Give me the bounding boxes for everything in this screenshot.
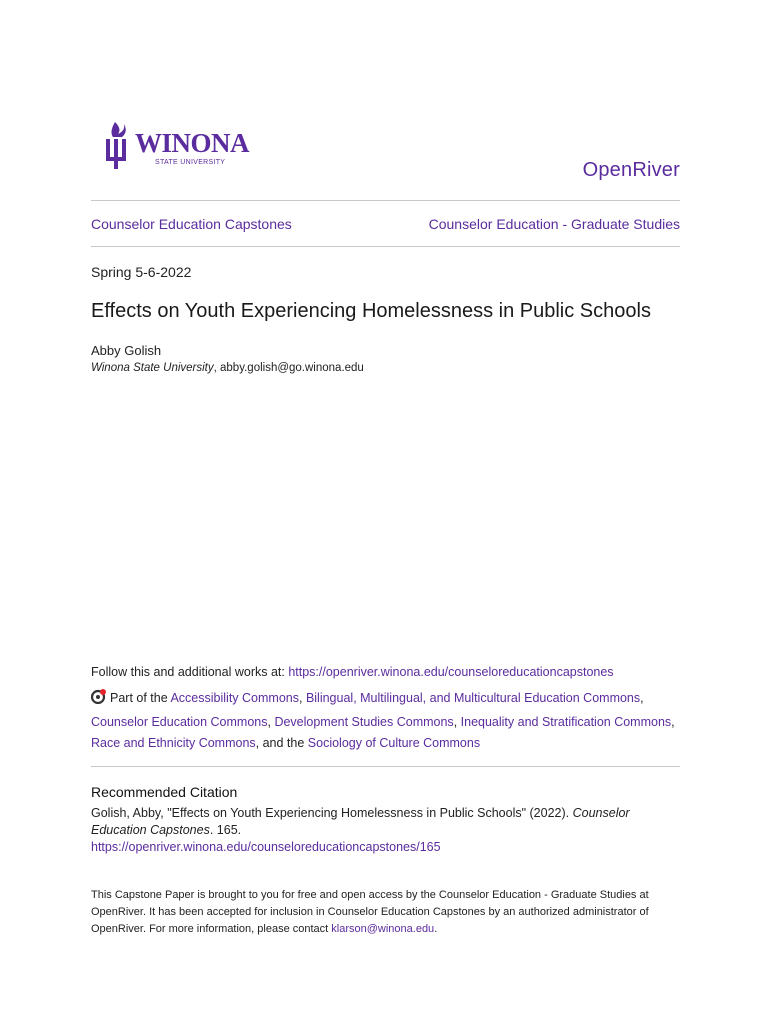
citation-text: Golish, Abby, "Effects on Youth Experiencing Homelessness in Public Schools" (2022). (91, 806, 573, 820)
separator: , and the (255, 736, 308, 750)
collection-url-link[interactable]: https://openriver.winona.edu/counseloreducationcapstones (288, 665, 614, 679)
separator: , (671, 714, 675, 729)
series-link[interactable]: Counselor Education Capstones (91, 216, 292, 232)
access-text: This Capstone Paper is brought to you for free and open access by the Counselor Education - Graduate Studies at OpenRiver. It has been accepted for inclusion in Counselor Education Capstones by an authorized administrator of OpenRiver. For more information, please contact (91, 889, 649, 935)
separator: , (640, 691, 644, 705)
disciplines-prefix: Part of the (110, 691, 171, 705)
citation-journal: Counselor Education Capstones (91, 806, 630, 837)
follow-line (91, 665, 614, 679)
department-link[interactable]: Counselor Education - Graduate Studies (428, 216, 680, 232)
discipline-link[interactable]: Accessibility Commons (170, 691, 299, 705)
citation-heading: Recommended Citation (91, 784, 238, 800)
logo-subtitle: STATE UNIVERSITY (155, 159, 226, 166)
citation-divider (91, 766, 680, 767)
author-name: Abby Golish (91, 343, 162, 358)
author-affiliation (91, 362, 364, 374)
logo-wordmark: WINONA (135, 128, 250, 158)
affiliation-name: Winona State University (91, 362, 214, 374)
separator: , (298, 691, 306, 705)
disciplines-list (91, 688, 686, 755)
nav-divider (91, 246, 680, 247)
openriver-brand[interactable]: OpenRiver (582, 159, 680, 181)
citation-url-link[interactable]: https://openriver.winona.edu/counseloreducationcapstones/165 (91, 840, 441, 854)
network-icon (91, 689, 107, 712)
citation-number: . 165. (209, 823, 242, 837)
contact-email-link[interactable]: klarson@winona.edu (331, 923, 435, 935)
paper-title: Effects on Youth Experiencing Homelessness in Public Schools (91, 300, 651, 322)
discipline-link[interactable]: Sociology of Culture Commons (307, 736, 481, 750)
winona-state-logo (103, 120, 263, 172)
discipline-link[interactable]: Race and Ethnicity Commons (91, 736, 256, 750)
publication-date: Spring 5-6-2022 (91, 264, 192, 280)
discipline-link[interactable]: Bilingual, Multilingual, and Multicultural Education Commons (305, 691, 641, 705)
separator: , (453, 714, 461, 729)
header-divider (91, 200, 680, 201)
author-email: , abby.golish@go.winona.edu (213, 362, 364, 374)
follow-label: Follow this and additional works at: (91, 665, 289, 679)
discipline-link[interactable]: Inequality and Stratification Commons (460, 714, 672, 729)
separator: , (267, 714, 275, 729)
access-end: . (434, 923, 438, 935)
discipline-link[interactable]: Counselor Education Commons (91, 714, 268, 729)
access-statement (91, 887, 681, 938)
discipline-link[interactable]: Development Studies Commons (274, 714, 454, 729)
citation-block (91, 805, 681, 856)
